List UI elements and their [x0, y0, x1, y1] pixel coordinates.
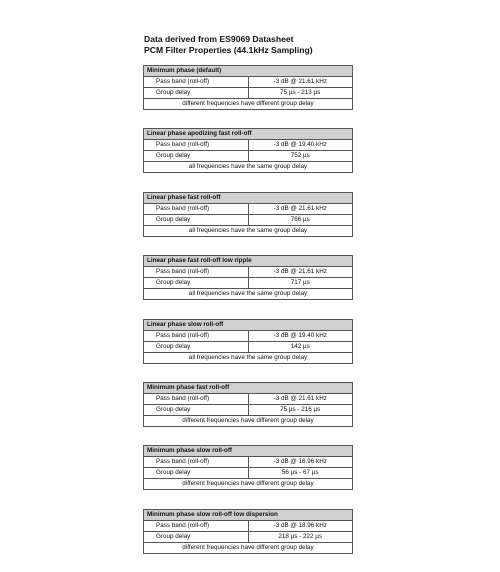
- group-delay-value: 752 µs: [248, 151, 353, 162]
- group-delay-note-row: [144, 99, 353, 110]
- pass-band-value: -3 dB @ 21.61 kHz: [248, 77, 353, 88]
- filter-name: Linear phase apodizing fast roll-off: [144, 129, 353, 140]
- filter-name: Minimum phase (default): [144, 66, 353, 77]
- pass-band-value: -3 dB @ 19.40 kHz: [248, 330, 353, 341]
- pass-band-label: Pass band (roll-off): [144, 330, 249, 341]
- pass-band-row: [144, 457, 353, 468]
- filter-table: [143, 445, 353, 490]
- group-delay-label: Group delay: [144, 151, 249, 162]
- group-delay-note-row: [144, 162, 353, 173]
- filter-header-row: [144, 129, 353, 140]
- filter-tables: [143, 65, 353, 572]
- group-delay-note: all frequencies have the same group delay: [144, 225, 353, 236]
- group-delay-note: different frequencies have different group delay: [144, 415, 353, 426]
- group-delay-note-row: [144, 225, 353, 236]
- group-delay-note: different frequencies have different group delay: [144, 99, 353, 110]
- group-delay-row: [144, 278, 353, 289]
- pass-band-row: [144, 203, 353, 214]
- group-delay-note: different frequencies have different group delay: [144, 479, 353, 490]
- title-line-1: Data derived from ES9069 Datasheet: [144, 34, 294, 44]
- filter-header-row: [144, 319, 353, 330]
- filter-header-row: [144, 192, 353, 203]
- title-line-2: PCM Filter Properties (44.1kHz Sampling): [144, 45, 313, 55]
- group-delay-label: Group delay: [144, 341, 249, 352]
- group-delay-note-row: [144, 415, 353, 426]
- filter-name: Linear phase slow roll-off: [144, 319, 353, 330]
- group-delay-label: Group delay: [144, 468, 249, 479]
- group-delay-label: Group delay: [144, 404, 249, 415]
- group-delay-row: [144, 88, 353, 99]
- pass-band-label: Pass band (roll-off): [144, 77, 249, 88]
- filter-table: [143, 509, 353, 554]
- filter-header-row: [144, 66, 353, 77]
- group-delay-note: different frequencies have different group delay: [144, 542, 353, 553]
- pass-band-label: Pass band (roll-off): [144, 457, 249, 468]
- filter-table: [143, 65, 353, 110]
- pass-band-row: [144, 393, 353, 404]
- pass-band-value: -3 dB @ 19.40 kHz: [248, 140, 353, 151]
- group-delay-note: all frequencies have the same group delay: [144, 289, 353, 300]
- pass-band-label: Pass band (roll-off): [144, 203, 249, 214]
- group-delay-value: 717 µs: [248, 278, 353, 289]
- group-delay-value: 56 µs - 67 µs: [248, 468, 353, 479]
- group-delay-value: 142 µs: [248, 341, 353, 352]
- pass-band-label: Pass band (roll-off): [144, 520, 249, 531]
- group-delay-label: Group delay: [144, 278, 249, 289]
- group-delay-row: [144, 531, 353, 542]
- group-delay-note-row: [144, 289, 353, 300]
- filter-header-row: [144, 382, 353, 393]
- group-delay-label: Group delay: [144, 88, 249, 99]
- group-delay-note-row: [144, 479, 353, 490]
- group-delay-value: 75 µs - 213 µs: [248, 88, 353, 99]
- filter-header-row: [144, 446, 353, 457]
- pass-band-value: -3 dB @ 21.61 kHz: [248, 393, 353, 404]
- pass-band-label: Pass band (roll-off): [144, 140, 249, 151]
- pass-band-row: [144, 267, 353, 278]
- pass-band-label: Pass band (roll-off): [144, 393, 249, 404]
- pass-band-row: [144, 77, 353, 88]
- group-delay-note: all frequencies have the same group delay: [144, 162, 353, 173]
- pass-band-value: -3 dB @ 16.96 kHz: [248, 457, 353, 468]
- filter-table: [143, 255, 353, 300]
- group-delay-row: [144, 341, 353, 352]
- group-delay-note: all frequencies have the same group delay: [144, 352, 353, 363]
- pass-band-value: -3 dB @ 18.96 kHz: [248, 520, 353, 531]
- filter-name: Minimum phase slow roll-off: [144, 446, 353, 457]
- group-delay-row: [144, 214, 353, 225]
- group-delay-row: [144, 468, 353, 479]
- filter-name: Linear phase fast roll-off low ripple: [144, 256, 353, 267]
- group-delay-value: 218 µs - 222 µs: [248, 531, 353, 542]
- group-delay-value: 75 µs - 216 µs: [248, 404, 353, 415]
- document-title: [144, 34, 313, 56]
- filter-name: Linear phase fast roll-off: [144, 192, 353, 203]
- filter-name: Minimum phase fast roll-off: [144, 382, 353, 393]
- group-delay-row: [144, 404, 353, 415]
- filter-table: [143, 319, 353, 364]
- group-delay-note-row: [144, 542, 353, 553]
- group-delay-row: [144, 151, 353, 162]
- group-delay-note-row: [144, 352, 353, 363]
- filter-table: [143, 192, 353, 237]
- filter-header-row: [144, 509, 353, 520]
- pass-band-value: -3 dB @ 21.61 kHz: [248, 267, 353, 278]
- filter-name: Minimum phase slow roll-off low dispersion: [144, 509, 353, 520]
- group-delay-label: Group delay: [144, 531, 249, 542]
- filter-table: [143, 382, 353, 427]
- filter-table: [143, 128, 353, 173]
- pass-band-label: Pass band (roll-off): [144, 267, 249, 278]
- group-delay-value: 766 µs: [248, 214, 353, 225]
- pass-band-row: [144, 140, 353, 151]
- group-delay-label: Group delay: [144, 214, 249, 225]
- pass-band-row: [144, 330, 353, 341]
- pass-band-value: -3 dB @ 21.61 kHz: [248, 203, 353, 214]
- filter-header-row: [144, 256, 353, 267]
